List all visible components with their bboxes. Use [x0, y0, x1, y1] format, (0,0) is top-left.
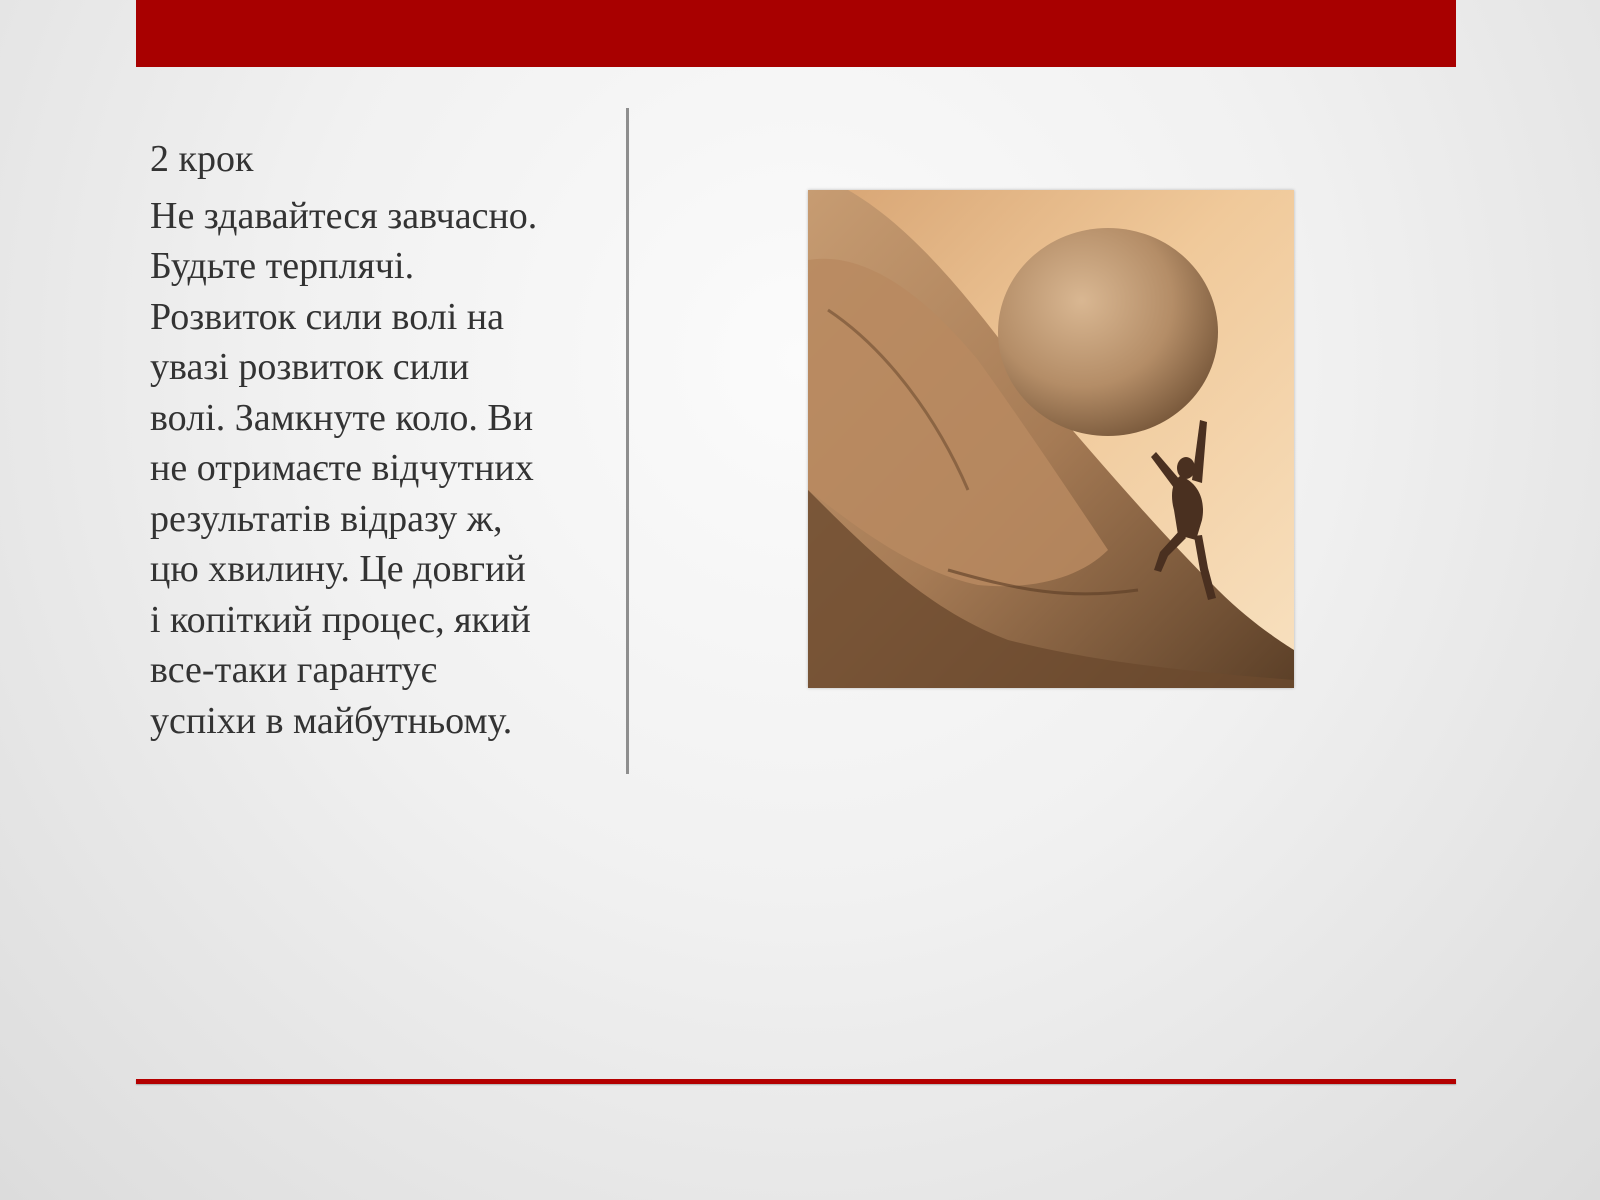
top-accent-bar — [136, 0, 1456, 67]
boulder-photo — [808, 190, 1294, 688]
vertical-divider — [626, 108, 629, 774]
bottom-accent-rule — [136, 1079, 1456, 1084]
boulder-illustration — [808, 190, 1294, 688]
step-label: 2 крок — [150, 138, 254, 180]
body-text: Не здавайтеся завчасно. Будьте терплячі. Розвиток сили волі на увазі розвиток сили волі. Замкнуте коло. Ви не отримаєте відчутних результатів відразу ж, цю хвилину. Це довгий і копіткий процес, який все-таки гарантує успіхи в майбутньому. — [150, 194, 538, 742]
slide-text-block — [150, 134, 590, 746]
boulder — [998, 228, 1218, 436]
